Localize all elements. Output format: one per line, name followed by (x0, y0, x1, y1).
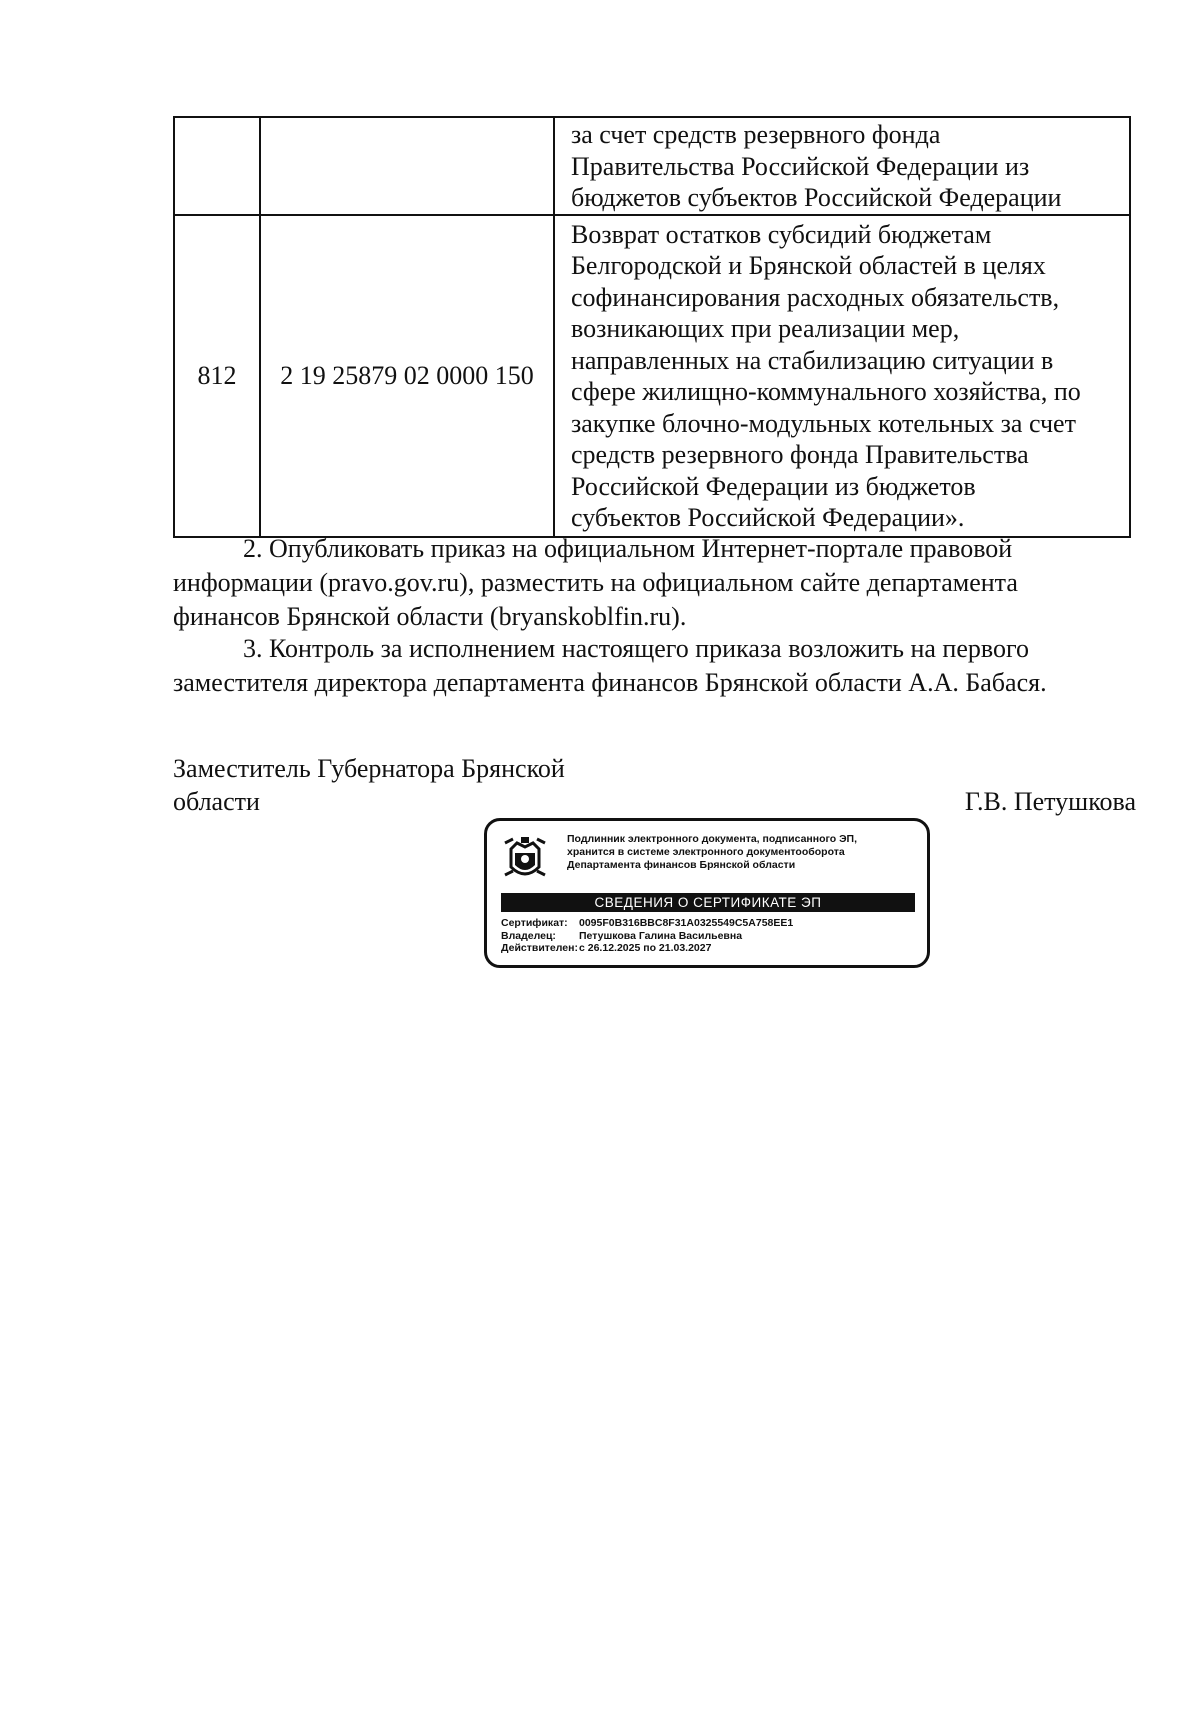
electronic-signature-stamp (484, 818, 930, 968)
table-cell-number (174, 117, 260, 215)
table-cell-code: 2 19 25879 02 0000 150 (260, 215, 554, 537)
description-line: Правительства Российской Федерации из (571, 151, 1030, 181)
description-line: Возврат остатков субсидий бюджетам (571, 219, 992, 249)
table-cell-code (260, 117, 554, 215)
signer-name: Г.В. Петушкова (964, 787, 1136, 816)
table-row (174, 117, 1130, 215)
paragraph-publish (173, 532, 1115, 634)
valid-value: с 26.12.2025 по 21.03.2027 (579, 942, 712, 954)
paragraph-line: 2. Опубликовать приказ на официальном Интернет-портале правовой (243, 534, 1013, 563)
description-line: бюджетов субъектов Российской Федерации (571, 183, 1062, 212)
coat-of-arms-icon (503, 835, 547, 883)
signer-position (173, 752, 565, 818)
description-line: закупке блочно-модульных котельных за счет (571, 408, 1076, 438)
certificate-label: Сертификат: (501, 917, 568, 929)
table-cell-description (554, 215, 1130, 537)
stamp-row-owner (501, 930, 793, 943)
table-cell-description (554, 117, 1130, 215)
table-row (174, 215, 1130, 537)
paragraph-line: информации (pravo.gov.ru), разместить на официальном сайте департамента (173, 568, 1018, 597)
signer-position-line: области (173, 787, 260, 816)
budget-codes-table (173, 116, 1131, 538)
description-line: возникающих при реализации мер, (571, 314, 960, 343)
description-line: сфере жилищно-коммунального хозяйства, по (571, 377, 1081, 406)
description-line: Российской Федерации из бюджетов (571, 471, 976, 501)
paragraph-line: заместителя директора департамента финансов Брянской области А.А. Бабася. (173, 668, 1047, 697)
certificate-value: 0095F0B316BBC8F31A0325549C5A758EE1 (579, 917, 794, 929)
description-line: за счет средств резервного фонда (571, 120, 941, 149)
owner-label: Владелец: (501, 929, 556, 942)
table-cell-number: 812 (174, 215, 260, 537)
valid-label: Действителен: (501, 942, 578, 954)
stamp-row-validity (501, 942, 793, 955)
owner-value: Петушкова Галина Васильевна (579, 929, 743, 942)
paragraph-line: 3. Контроль за исполнением настоящего приказа возложить на первого (243, 634, 1030, 663)
stamp-header: СВЕДЕНИЯ О СЕРТИФИКАТЕ ЭП (501, 893, 915, 912)
description-line: средств резервного фонда Правительства (571, 440, 1029, 469)
paragraph-control (173, 632, 1115, 700)
description-line: субъектов Российской Федерации». (571, 503, 965, 532)
stamp-details (501, 917, 793, 955)
description-line: Белгородской и Брянской областей в целях (571, 251, 1046, 280)
stamp-note-line: хранится в системе электронного документооборота (567, 846, 845, 858)
description-line: софинансирования расходных обязательств, (571, 282, 1060, 312)
description-line: направленных на стабилизацию ситуации в (571, 345, 1054, 375)
stamp-note-line: Департамента финансов Брянской области (567, 859, 796, 871)
stamp-note-line: Подлинник электронного документа, подписанного ЭП, (567, 833, 858, 845)
stamp-row-certificate (501, 917, 793, 930)
stamp-note (567, 833, 857, 872)
paragraph-line: финансов Брянской области (bryanskoblfin.ru). (173, 602, 687, 631)
signer-position-line: Заместитель Губернатора Брянской (173, 754, 565, 783)
